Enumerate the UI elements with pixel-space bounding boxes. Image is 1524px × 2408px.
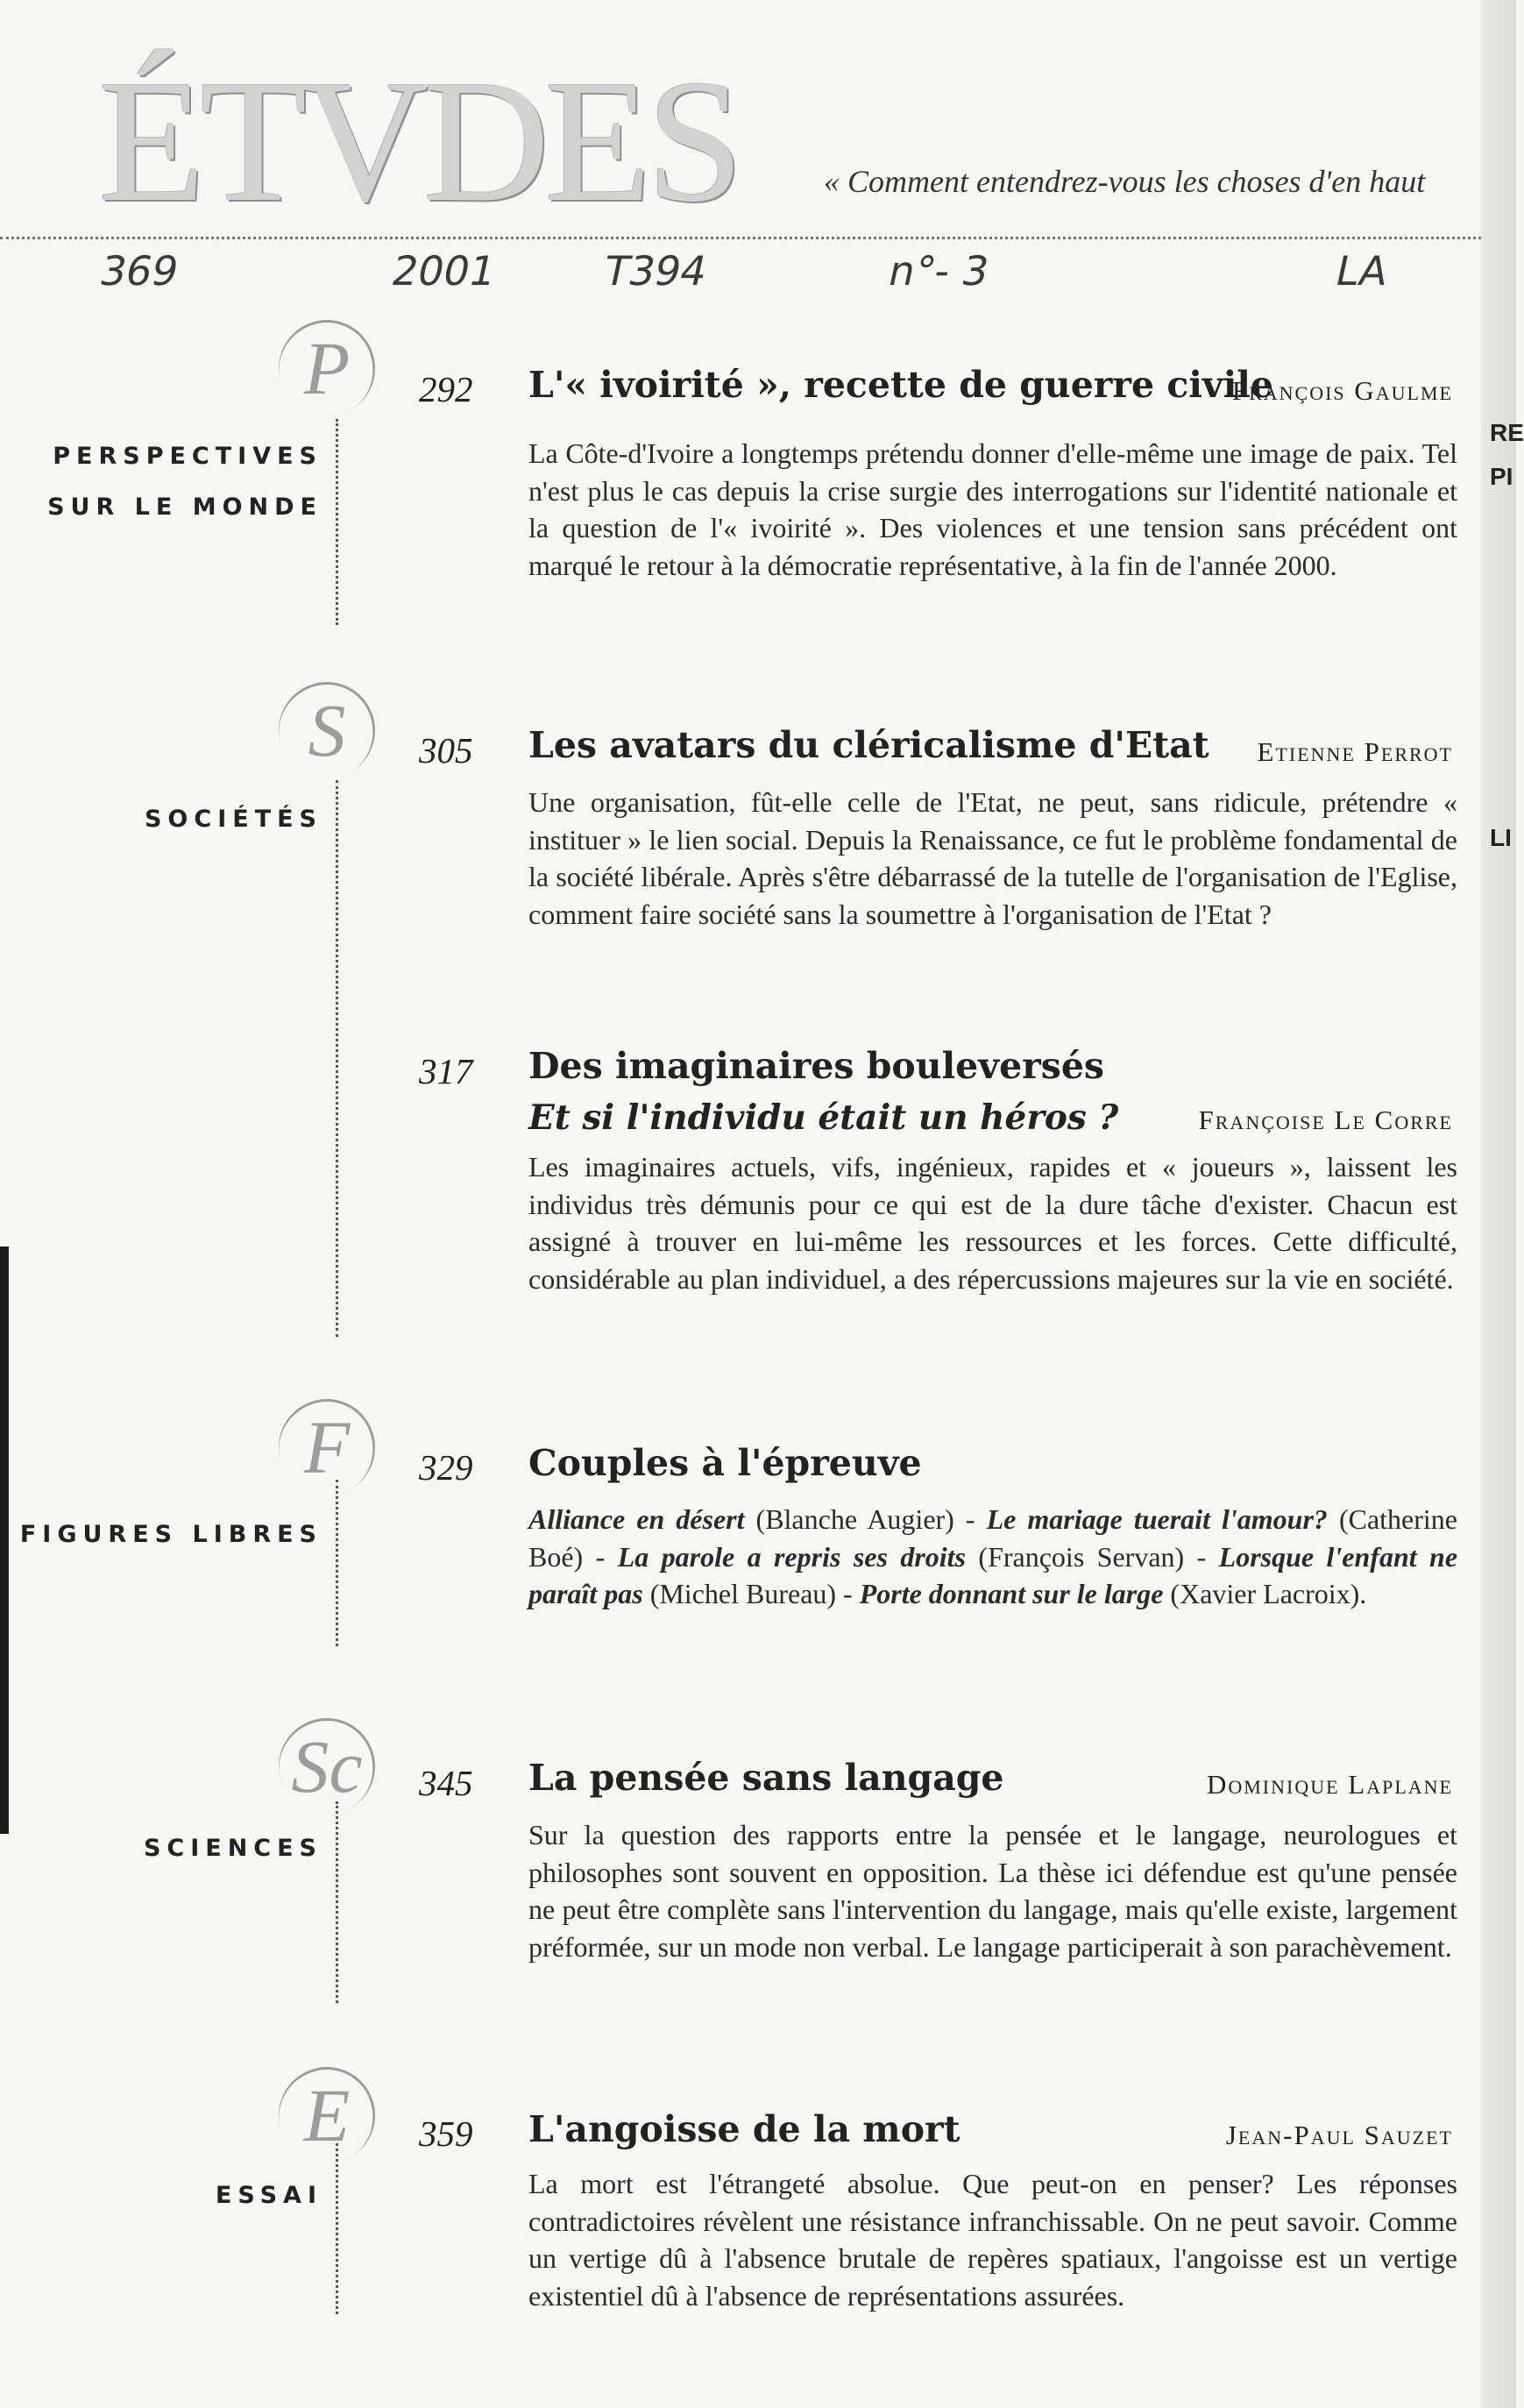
section-letter-f: F: [279, 1399, 375, 1495]
article-title: Des imaginaires bouleversés: [528, 1045, 1105, 1087]
section-rule: [336, 1801, 338, 2003]
section-label-societes: SOCIÉTÉS: [144, 806, 323, 833]
section-rule: [336, 780, 338, 1337]
page-edge-strip: [1481, 0, 1516, 2408]
article-page-number: 329: [419, 1447, 473, 1488]
article-author: François Gaulme: [1231, 375, 1453, 406]
tagline: « Comment entendrez-vous les choses d'en haut: [824, 164, 1426, 199]
article-title: L'« ivoirité », recette de guerre civile: [528, 364, 1273, 406]
handwritten-note: n°- 3: [884, 247, 994, 295]
article-author: Dominique Laplane: [1206, 1769, 1453, 1800]
handwritten-note: T394: [599, 247, 712, 295]
article-abstract: La Côte-d'Ivoire a longtemps prétendu donner d'elle-même une image de paix. Tel n'est plus le cas depuis la crise surgie des interrogations sur l'identité nationale et la question de l'« ivoirité ». Des violences et une tension sans précédent ont marqué le retour à la démocratie représentative, à la fin de l'année 2000.: [528, 437, 1457, 581]
article-abstract: Les imaginaires actuels, vifs, ingénieux, rapides et « joueurs », laissent les individus très démunis pour ce qui est de la dure tâche d'exister. Chacun est assigné à trouver en lui-même les ressources et les forces. Cette difficulté, considérable au plan individuel, a des répercussions majeures sur la vie en société.: [528, 1151, 1457, 1295]
article-title: L'angoisse de la mort: [528, 2108, 960, 2150]
article-title: La pensée sans langage: [528, 1757, 1004, 1799]
handwritten-note: 369: [96, 247, 183, 295]
handwritten-note: 2001: [387, 247, 500, 295]
article-title: Couples à l'épreuve: [528, 1442, 922, 1484]
article-subtitle: Et si l'individu était un héros ?: [528, 1097, 1119, 1138]
section-label-perspectives: PERSPECTIVES SUR LE MONDE: [47, 443, 323, 521]
header-divider: [0, 237, 1481, 239]
section-letter-sc: Sc: [279, 1718, 375, 1815]
edge-fragment: RE: [1490, 419, 1524, 446]
article-abstract: Sur la question des rapports entre la pensée et le langage, neurologues et philosophes sont souvent en opposition. La thèse ici défendue est qu'une pensée ne peut être complète sans l'intervention du langage, mais qu'elle existe, largement préformée, sur un mode non verbal. Le langage participerait à son parachèvement.: [528, 1819, 1457, 1963]
scan-shadow-bar: [0, 1247, 9, 1834]
article-page-number: 292: [419, 369, 473, 409]
article-page-number: 317: [419, 1051, 473, 1091]
section-label-figures-libres: FIGURES LIBRES: [19, 1521, 323, 1548]
section-letter-e: E: [279, 2067, 375, 2163]
edge-fragment: LI: [1490, 824, 1512, 851]
section-rule: [336, 2143, 338, 2314]
article-author: Jean-Paul Sauzet: [1225, 2120, 1453, 2150]
article-title: Les avatars du cléricalisme d'Etat: [528, 724, 1209, 766]
article-abstract: Alliance en désert (Blanche Augier) - Le mariage tuerait l'amour? (Catherine Boé) - La parole a repris ses droits (François Servan) - Lorsque l'enfant ne paraît pas (Michel Bureau) - Porte donnant sur le large (Xavier Lacroix).: [528, 1503, 1458, 1609]
section-letter-s: S: [279, 682, 375, 778]
section-letter-p: P: [279, 320, 375, 416]
article-abstract: La mort est l'étrangeté absolue. Que peut-on en penser? Les réponses contradictoires révèlent une résistance infranchissable. On ne peut savoir. Comme un vertige dû à l'absence brutale de repères spatiaux, l'angoisse est un vertige existentiel dû à l'absence de représentations assurées.: [528, 2168, 1457, 2312]
article-page-number: 305: [419, 730, 473, 771]
section-label-sciences: SCIENCES: [143, 1835, 323, 1862]
handwritten-note: LA: [1331, 247, 1393, 295]
section-label-essai: ESSAI: [215, 2182, 323, 2209]
article-author: Françoise Le Corre: [1198, 1105, 1453, 1135]
section-rule: [336, 419, 338, 625]
journal-logo: ÉTVDES: [98, 45, 739, 238]
edge-fragment: PI: [1490, 463, 1513, 490]
article-abstract: Une organisation, fût-elle celle de l'Etat, ne peut, sans ridicule, prétendre « instituer » le lien social. Depuis la Renaissance, ce fut le problème fondamental de la société libérale. Après s'être débarrassé de la tutelle de l'organisation de l'Eglise, comment faire société sans la soumettre à l'organisation de l'Etat ?: [528, 786, 1457, 930]
article-page-number: 359: [419, 2113, 473, 2154]
section-rule: [336, 1480, 338, 1646]
article-author: Etienne Perrot: [1257, 736, 1453, 767]
article-page-number: 345: [419, 1763, 473, 1803]
